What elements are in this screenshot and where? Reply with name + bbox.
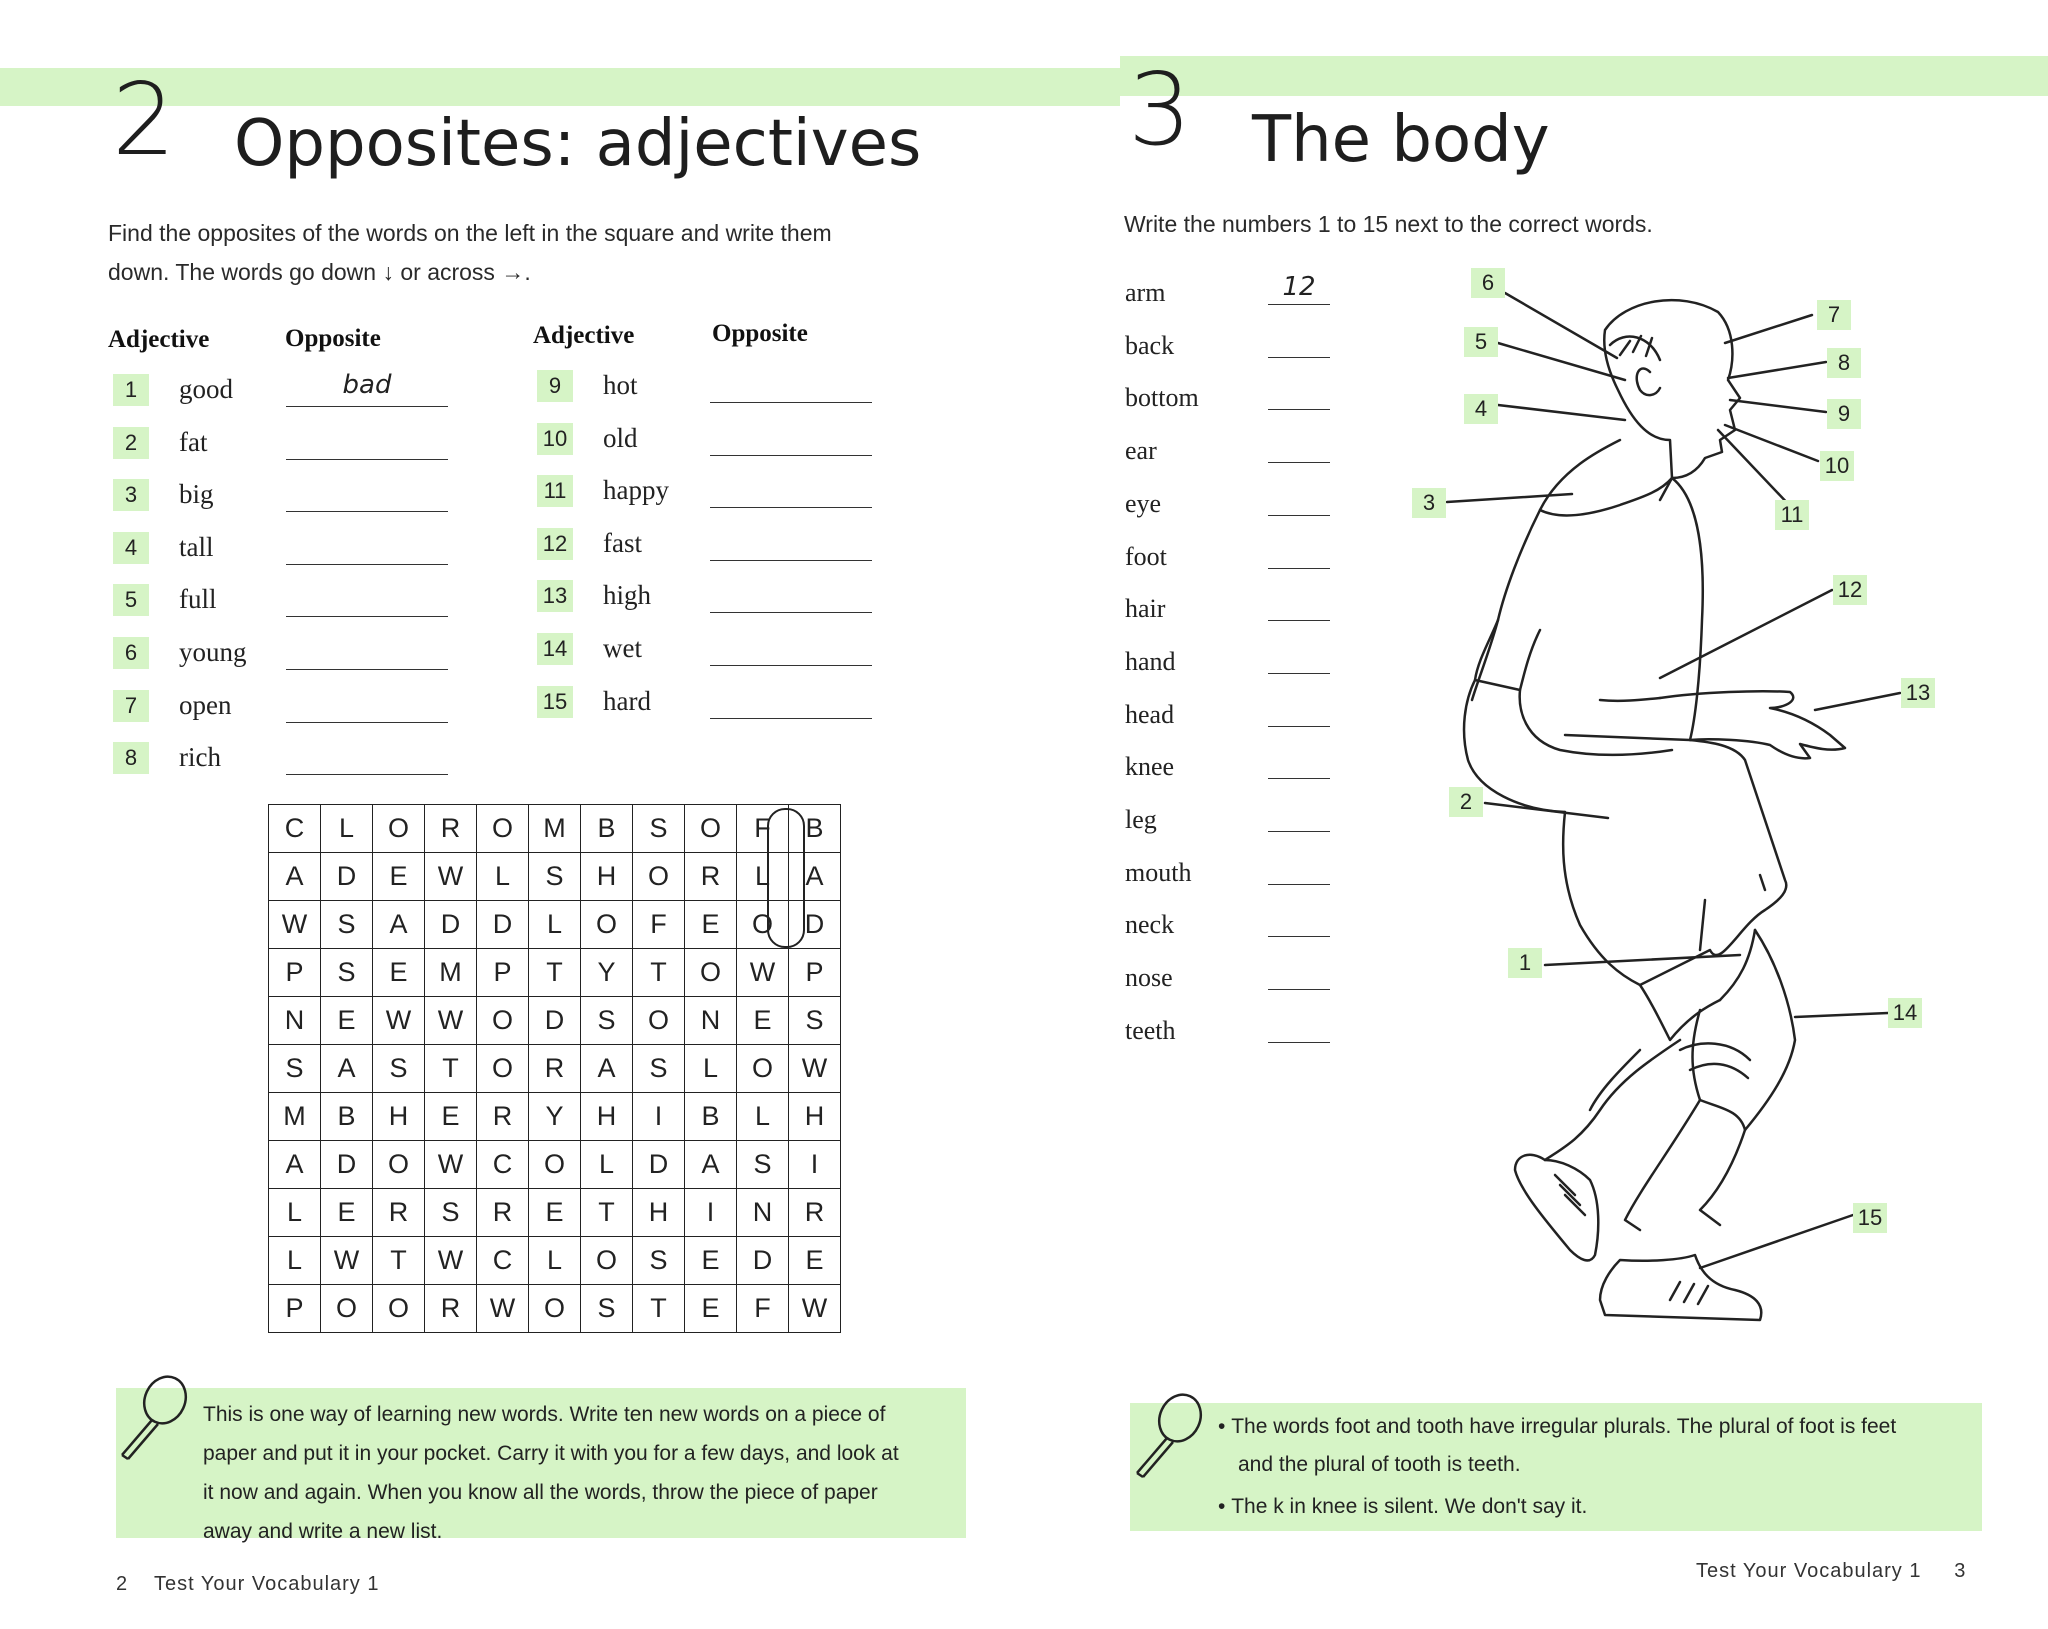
- grid-cell[interactable]: W: [373, 997, 425, 1045]
- grid-cell[interactable]: O: [529, 1285, 581, 1333]
- figure-label: 8: [1827, 348, 1861, 378]
- grid-cell[interactable]: I: [789, 1141, 841, 1189]
- grid-cell[interactable]: L: [269, 1189, 321, 1237]
- grid-cell[interactable]: A: [581, 1045, 633, 1093]
- body-part-word: foot: [1125, 541, 1167, 571]
- figure-label: 1: [1508, 948, 1542, 978]
- opposite-answer-line[interactable]: [710, 665, 872, 666]
- body-answer-line[interactable]: [1268, 884, 1330, 885]
- opposite-answer-line[interactable]: [286, 616, 448, 617]
- item-number: 15: [537, 686, 573, 718]
- grid-cell[interactable]: E: [685, 1285, 737, 1333]
- body-part-word: mouth: [1125, 857, 1192, 887]
- grid-cell[interactable]: E: [789, 1237, 841, 1285]
- bullet-text: The words foot and tooth have irregular plurals. The plural of foot is feet: [1231, 1415, 1897, 1438]
- grid-cell[interactable]: L: [477, 853, 529, 901]
- footer-page-number: 3: [1954, 1560, 1967, 1582]
- grid-cell[interactable]: Y: [529, 1093, 581, 1141]
- grid-cell[interactable]: F: [737, 805, 789, 853]
- opposite-answer: bad: [342, 370, 392, 400]
- header-opposite-right: Opposite: [712, 320, 808, 347]
- figure-label: 15: [1853, 1203, 1887, 1233]
- grid-cell[interactable]: A: [685, 1141, 737, 1189]
- grid-cell[interactable]: W: [269, 901, 321, 949]
- body-answer-line[interactable]: [1268, 409, 1330, 410]
- opposite-answer-line[interactable]: [710, 507, 872, 508]
- adjective-word: fat: [179, 426, 208, 457]
- grid-cell[interactable]: S: [321, 901, 373, 949]
- grid-cell[interactable]: B: [685, 1093, 737, 1141]
- grid-cell[interactable]: H: [581, 853, 633, 901]
- item-number: 11: [537, 475, 573, 507]
- grid-cell[interactable]: R: [477, 1189, 529, 1237]
- grid-cell[interactable]: P: [789, 949, 841, 997]
- bullet-dot: •: [1218, 1495, 1226, 1518]
- grid-cell[interactable]: P: [269, 1285, 321, 1333]
- grid-row: [269, 997, 841, 1045]
- grid-cell[interactable]: B: [581, 805, 633, 853]
- figure-label: 12: [1833, 575, 1867, 605]
- figure-label: 9: [1827, 399, 1861, 429]
- grid-cell[interactable]: N: [737, 1189, 789, 1237]
- body-part-word: arm: [1125, 278, 1166, 307]
- grid-cell[interactable]: A: [269, 853, 321, 901]
- footer-book-title: Test Your Vocabulary 1: [1696, 1560, 1922, 1582]
- grid-cell[interactable]: M: [269, 1093, 321, 1141]
- item-number: 7: [113, 690, 149, 722]
- grid-cell[interactable]: R: [373, 1189, 425, 1237]
- body-instruction: Write the numbers 1 to 15 next to the correct words.: [1124, 211, 1653, 237]
- bullet-silent-k: [1218, 1488, 1978, 1526]
- body-answer-line[interactable]: [1268, 357, 1330, 358]
- instruction-line: Find the opposites of the words on the left in the square and write them: [108, 220, 832, 246]
- body-answer-line[interactable]: [1268, 462, 1330, 463]
- grid-cell[interactable]: O: [373, 1141, 425, 1189]
- grid-cell[interactable]: S: [789, 997, 841, 1045]
- tip-text-left: [203, 1395, 963, 1551]
- body-answer-line[interactable]: [1268, 620, 1330, 621]
- body-part-word: neck: [1125, 910, 1175, 940]
- body-part-word: eye: [1125, 488, 1162, 518]
- grid-cell[interactable]: D: [529, 997, 581, 1045]
- adjective-word: good: [179, 374, 233, 404]
- body-part-word: hand: [1125, 646, 1176, 676]
- opposite-answer-line[interactable]: [710, 402, 872, 403]
- figure-label: 6: [1471, 268, 1505, 298]
- grid-cell[interactable]: A: [321, 1045, 373, 1093]
- opposites-instruction: [108, 214, 1008, 292]
- item-number: 6: [113, 637, 149, 669]
- grid-cell[interactable]: E: [373, 853, 425, 901]
- grid-cell[interactable]: M: [529, 805, 581, 853]
- opposite-answer-line[interactable]: [710, 718, 872, 719]
- grid-cell[interactable]: Y: [581, 949, 633, 997]
- grid-row: [269, 1093, 841, 1141]
- adjective-word: old: [603, 422, 638, 453]
- body-answer-line[interactable]: [1268, 936, 1330, 937]
- grid-cell[interactable]: W: [789, 1045, 841, 1093]
- figure-label: 4: [1464, 394, 1498, 424]
- footer-right: [1696, 1560, 1966, 1583]
- grid-cell[interactable]: O: [581, 901, 633, 949]
- grid-cell[interactable]: W: [477, 1285, 529, 1333]
- footer-book-title: Test Your Vocabulary 1: [154, 1573, 380, 1595]
- grid-cell[interactable]: P: [269, 949, 321, 997]
- grid-cell[interactable]: S: [581, 1285, 633, 1333]
- grid-cell[interactable]: R: [685, 853, 737, 901]
- header-adjective-right: Adjective: [533, 322, 635, 349]
- item-number: 1: [113, 374, 149, 406]
- opposite-answer-line[interactable]: [286, 459, 448, 460]
- grid-cell[interactable]: E: [685, 901, 737, 949]
- grid-cell[interactable]: R: [529, 1045, 581, 1093]
- grid-cell[interactable]: H: [373, 1093, 425, 1141]
- item-number: 10: [537, 423, 573, 455]
- tip-line: away and write a new list.: [203, 1520, 443, 1543]
- grid-cell[interactable]: O: [737, 1045, 789, 1093]
- grid-cell[interactable]: D: [477, 901, 529, 949]
- tip-line: This is one way of learning new words. Write ten new words on a piece of: [203, 1403, 886, 1426]
- grid-cell[interactable]: F: [737, 1285, 789, 1333]
- grid-cell[interactable]: O: [477, 997, 529, 1045]
- grid-cell[interactable]: O: [633, 853, 685, 901]
- grid-cell[interactable]: D: [425, 901, 477, 949]
- grid-cell[interactable]: C: [269, 805, 321, 853]
- figure-label: 11: [1775, 500, 1809, 530]
- item-number: 14: [537, 633, 573, 665]
- grid-cell[interactable]: H: [789, 1093, 841, 1141]
- grid-cell[interactable]: E: [373, 949, 425, 997]
- grid-cell[interactable]: M: [425, 949, 477, 997]
- grid-cell[interactable]: L: [737, 1093, 789, 1141]
- grid-cell[interactable]: R: [425, 805, 477, 853]
- body-part-word: leg: [1125, 805, 1157, 834]
- body-part-word: teeth: [1125, 1015, 1176, 1045]
- grid-cell[interactable]: S: [633, 1045, 685, 1093]
- grid-cell[interactable]: O: [685, 949, 737, 997]
- grid-cell[interactable]: D: [321, 1141, 373, 1189]
- grid-cell[interactable]: S: [633, 805, 685, 853]
- adjective-word: tall: [179, 531, 214, 562]
- grid-row: [269, 1141, 841, 1189]
- item-number: 4: [113, 532, 149, 564]
- grid-cell[interactable]: T: [373, 1237, 425, 1285]
- item-number: 3: [113, 479, 149, 511]
- grid-cell[interactable]: R: [425, 1285, 477, 1333]
- grid-row: [269, 1285, 841, 1333]
- grid-cell[interactable]: D: [737, 1237, 789, 1285]
- grid-cell[interactable]: N: [685, 997, 737, 1045]
- opposite-answer-line[interactable]: [286, 722, 448, 723]
- item-number: 8: [113, 742, 149, 774]
- opposite-answer-line[interactable]: [710, 455, 872, 456]
- grid-cell[interactable]: H: [581, 1093, 633, 1141]
- body-part-word: back: [1125, 330, 1175, 360]
- grid-cell[interactable]: E: [685, 1237, 737, 1285]
- grid-cell[interactable]: S: [425, 1189, 477, 1237]
- header-adjective-left: Adjective: [108, 326, 210, 353]
- grid-cell[interactable]: T: [633, 1285, 685, 1333]
- grid-cell[interactable]: H: [633, 1189, 685, 1237]
- bullet-dot: •: [1218, 1415, 1226, 1438]
- body-part-word: hair: [1125, 594, 1166, 624]
- adjective-word: hot: [603, 370, 638, 400]
- bullet-line: [1218, 1446, 1978, 1484]
- adjective-word: fast: [603, 527, 642, 558]
- grid-cell[interactable]: B: [321, 1093, 373, 1141]
- grid-row: [269, 805, 841, 853]
- grid-cell[interactable]: R: [477, 1093, 529, 1141]
- grid-cell[interactable]: D: [789, 901, 841, 949]
- body-part-word: ear: [1125, 436, 1157, 466]
- page-title-opposites: Opposites: adjectives: [234, 107, 922, 181]
- grid-cell[interactable]: L: [581, 1141, 633, 1189]
- grid-cell[interactable]: S: [269, 1045, 321, 1093]
- grid-cell[interactable]: O: [477, 1045, 529, 1093]
- grid-cell[interactable]: W: [425, 1237, 477, 1285]
- item-number: 13: [537, 580, 573, 612]
- opposite-answer-line[interactable]: [286, 774, 448, 775]
- grid-cell[interactable]: L: [737, 853, 789, 901]
- bullet-line: [1218, 1408, 1978, 1446]
- grid-cell[interactable]: W: [737, 949, 789, 997]
- grid-cell[interactable]: S: [373, 1045, 425, 1093]
- tip-line: it now and again. When you know all the words, throw the piece of paper: [203, 1481, 878, 1504]
- adjective-word: open: [179, 689, 232, 720]
- adjective-word: happy: [603, 475, 669, 506]
- grid-cell[interactable]: O: [373, 805, 425, 853]
- bullet-text: The k in knee is silent. We don't say it.: [1231, 1495, 1588, 1518]
- figure-label: 2: [1449, 787, 1483, 817]
- opposite-answer-line[interactable]: [286, 669, 448, 670]
- grid-cell[interactable]: D: [321, 853, 373, 901]
- bad-highlight-ring: [767, 808, 805, 948]
- grid-cell[interactable]: T: [633, 949, 685, 997]
- grid-cell[interactable]: L: [529, 901, 581, 949]
- footer-page-number: 2: [116, 1573, 129, 1595]
- adjective-word: hard: [603, 685, 651, 716]
- item-number: 9: [537, 370, 573, 402]
- grid-cell[interactable]: N: [269, 997, 321, 1045]
- opposite-answer-line[interactable]: [286, 511, 448, 512]
- body-answer-line[interactable]: [1268, 831, 1330, 832]
- grid-cell[interactable]: O: [737, 901, 789, 949]
- grid-cell[interactable]: C: [477, 1237, 529, 1285]
- grid-cell[interactable]: S: [737, 1141, 789, 1189]
- item-number: 2: [113, 427, 149, 459]
- grid-row: [269, 1045, 841, 1093]
- grid-cell[interactable]: I: [633, 1093, 685, 1141]
- adjective-word: young: [179, 637, 247, 667]
- body-answer-line[interactable]: [1268, 568, 1330, 569]
- grid-cell[interactable]: E: [321, 997, 373, 1045]
- adjective-word: wet: [603, 633, 642, 663]
- grid-cell[interactable]: O: [477, 805, 529, 853]
- grid-cell[interactable]: R: [789, 1189, 841, 1237]
- figure-label: 14: [1888, 998, 1922, 1028]
- opposite-answer-line[interactable]: [710, 612, 872, 613]
- grid-cell[interactable]: W: [425, 997, 477, 1045]
- figure-label: 13: [1901, 678, 1935, 708]
- body-answer-line[interactable]: [1268, 304, 1330, 305]
- grid-cell[interactable]: A: [789, 853, 841, 901]
- bullet-text: and the plural of tooth is teeth.: [1238, 1453, 1521, 1476]
- grid-cell[interactable]: L: [529, 1237, 581, 1285]
- grid-cell[interactable]: L: [269, 1237, 321, 1285]
- opposite-answer-line[interactable]: [286, 406, 448, 407]
- opposite-answer-line[interactable]: [286, 564, 448, 565]
- grid-cell[interactable]: D: [633, 1141, 685, 1189]
- adjective-word: big: [179, 479, 214, 510]
- figure-label: 3: [1412, 488, 1446, 518]
- grid-cell[interactable]: A: [373, 901, 425, 949]
- opposite-answer-line[interactable]: [710, 560, 872, 561]
- body-answer: 12: [1282, 272, 1316, 302]
- grid-cell[interactable]: T: [425, 1045, 477, 1093]
- figure-label: 7: [1817, 300, 1851, 330]
- adjective-word: full: [179, 584, 217, 615]
- grid-cell[interactable]: O: [529, 1141, 581, 1189]
- grid-cell[interactable]: L: [321, 805, 373, 853]
- grid-cell[interactable]: E: [529, 1189, 581, 1237]
- grid-cell[interactable]: S: [581, 997, 633, 1045]
- grid-row: [269, 949, 841, 997]
- figure-label: 5: [1464, 327, 1498, 357]
- body-answer-line[interactable]: [1268, 1042, 1330, 1043]
- body-answer-line[interactable]: [1268, 726, 1330, 727]
- grid-cell[interactable]: E: [737, 997, 789, 1045]
- grid-cell[interactable]: W: [425, 1141, 477, 1189]
- grid-cell[interactable]: O: [373, 1285, 425, 1333]
- grid-cell[interactable]: O: [633, 997, 685, 1045]
- grid-cell[interactable]: O: [581, 1237, 633, 1285]
- grid-cell[interactable]: W: [321, 1237, 373, 1285]
- body-answer-line[interactable]: [1268, 989, 1330, 990]
- adjective-word: high: [603, 580, 652, 611]
- item-number: 5: [113, 584, 149, 616]
- instruction-line: down. The words go down ↓ or across →.: [108, 259, 531, 285]
- tip-line: paper and put it in your pocket. Carry it with you for a few days, and look at: [203, 1442, 899, 1465]
- footer-left: [116, 1573, 379, 1596]
- grid-cell[interactable]: S: [633, 1237, 685, 1285]
- section-number-3: 3: [1128, 51, 1192, 168]
- body-answer-line[interactable]: [1268, 778, 1330, 779]
- grid-row: [269, 1189, 841, 1237]
- grid-cell[interactable]: T: [529, 949, 581, 997]
- grid-cell[interactable]: S: [321, 949, 373, 997]
- grid-cell[interactable]: B: [789, 805, 841, 853]
- page-title-body: The body: [1252, 103, 1550, 177]
- grid-cell[interactable]: S: [529, 853, 581, 901]
- right-header-band: [1120, 56, 2048, 96]
- header-opposite-left: Opposite: [285, 325, 381, 352]
- body-part-word: head: [1125, 699, 1175, 729]
- grid-row: [269, 1237, 841, 1285]
- figure-label: 10: [1820, 451, 1854, 481]
- grid-cell[interactable]: I: [685, 1189, 737, 1237]
- body-part-word: bottom: [1125, 383, 1199, 413]
- grid-row: [269, 853, 841, 901]
- body-part-word: nose: [1125, 963, 1173, 993]
- grid-cell[interactable]: W: [425, 853, 477, 901]
- grid-cell[interactable]: L: [685, 1045, 737, 1093]
- grid-cell[interactable]: E: [321, 1189, 373, 1237]
- grid-cell[interactable]: O: [321, 1285, 373, 1333]
- section-number-2: 2: [112, 61, 176, 178]
- word-search-grid: [268, 804, 841, 1333]
- adjective-word: rich: [179, 742, 221, 773]
- item-number: 12: [537, 528, 573, 560]
- grid-cell[interactable]: A: [269, 1141, 321, 1189]
- body-part-word: knee: [1125, 752, 1175, 782]
- grid-cell[interactable]: E: [425, 1093, 477, 1141]
- body-answer-line[interactable]: [1268, 673, 1330, 674]
- grid-cell[interactable]: T: [581, 1189, 633, 1237]
- grid-cell[interactable]: W: [789, 1285, 841, 1333]
- grid-row: [269, 901, 841, 949]
- body-answer-line[interactable]: [1268, 515, 1330, 516]
- grid-cell[interactable]: F: [633, 901, 685, 949]
- grid-cell[interactable]: P: [477, 949, 529, 997]
- grid-cell[interactable]: O: [685, 805, 737, 853]
- grid-cell[interactable]: C: [477, 1141, 529, 1189]
- bullet-irregular-plurals: [1218, 1408, 1978, 1484]
